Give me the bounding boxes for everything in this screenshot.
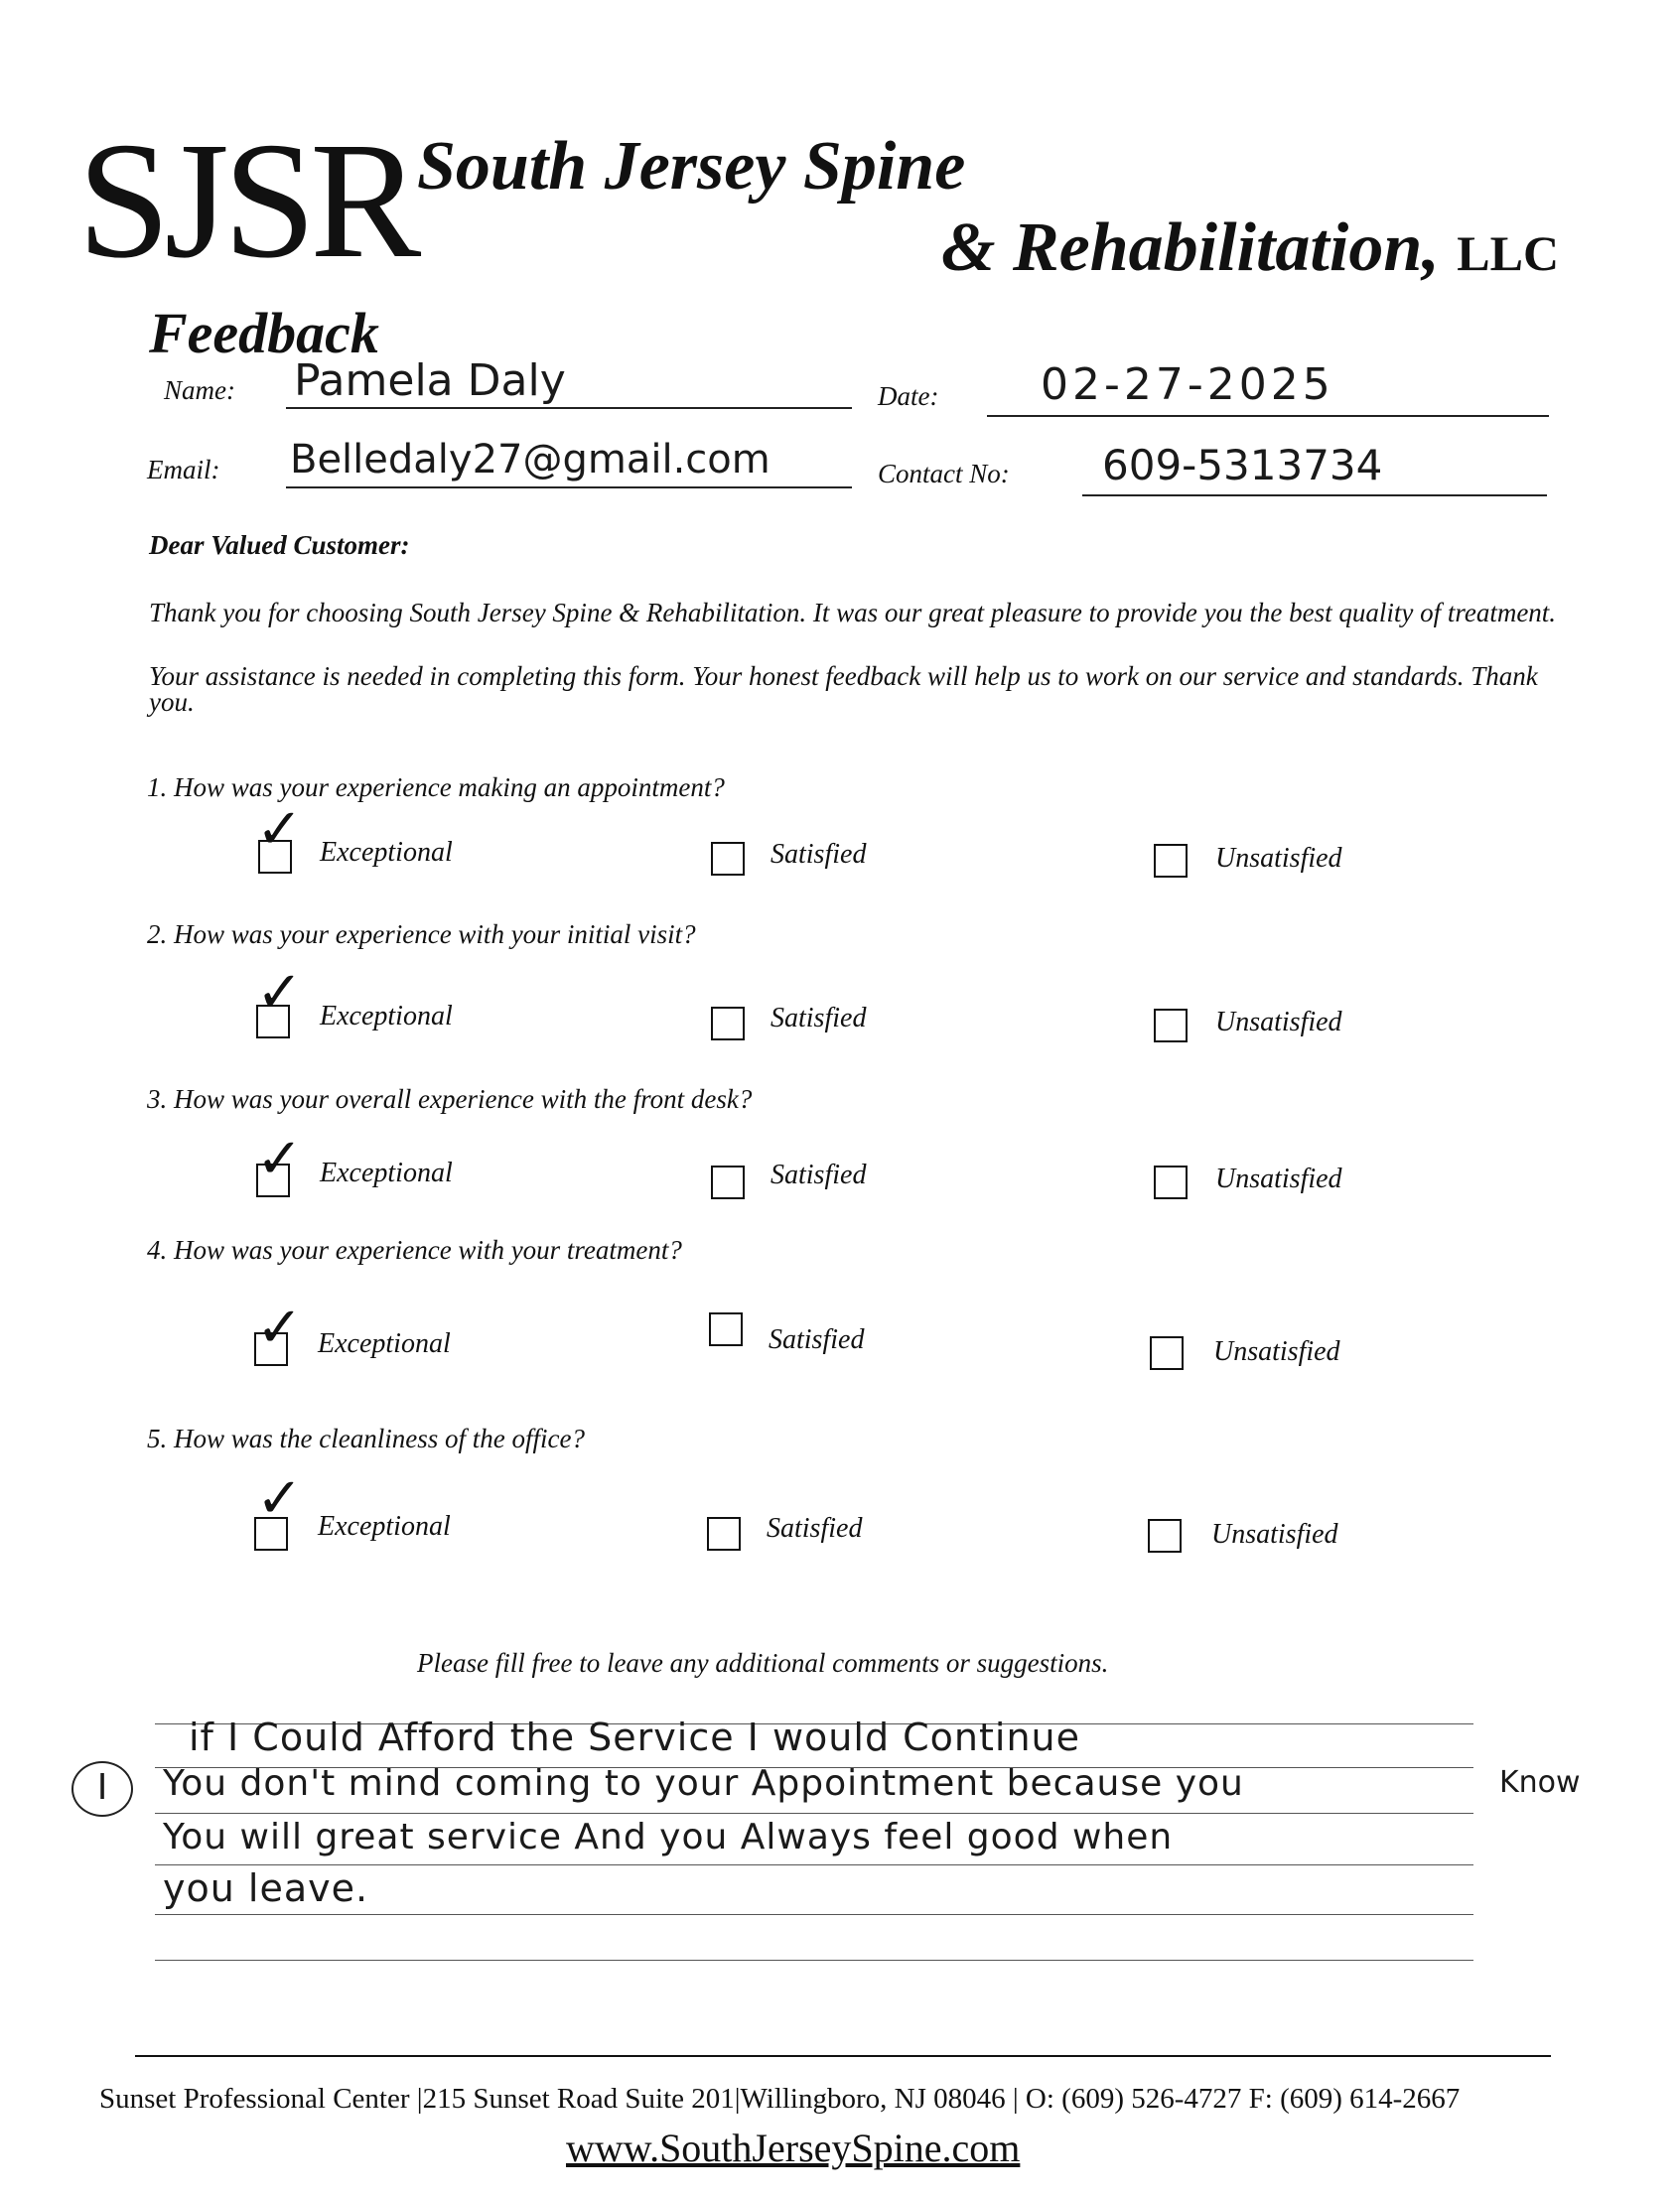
- q4-satisfied-label: Satisfied: [769, 1324, 865, 1355]
- comment-marker: I: [71, 1761, 133, 1817]
- q1-checkmark-icon: ✓: [256, 797, 303, 862]
- comment-line-4: [155, 1864, 1473, 1865]
- q5-checkmark-icon: ✓: [256, 1466, 303, 1531]
- company-name-line2: [941, 208, 1559, 288]
- question-2: 2. How was your experience with your initial visit?: [147, 919, 696, 949]
- comment-line-3: [155, 1813, 1473, 1814]
- comment-line-5: [155, 1914, 1473, 1915]
- q2-satisfied-label: Satisfied: [770, 1003, 867, 1033]
- q3-unsatisfied-checkbox[interactable]: [1154, 1166, 1188, 1199]
- comment-text-3: You will great service And you Always feel good when: [163, 1817, 1174, 1857]
- comment-text-4: you leave.: [163, 1866, 369, 1910]
- email-label: Email:: [147, 455, 220, 484]
- comment-text-2: You don't mind coming to your Appointment because you: [163, 1763, 1244, 1804]
- q1-unsatisfied-label: Unsatisfied: [1215, 843, 1342, 874]
- q4-exceptional-label: Exceptional: [318, 1328, 451, 1359]
- q3-satisfied-checkbox[interactable]: [711, 1166, 745, 1199]
- q5-satisfied-label: Satisfied: [767, 1513, 863, 1544]
- q4-unsatisfied-label: Unsatisfied: [1213, 1336, 1340, 1367]
- date-value[interactable]: 02-27-2025: [1041, 359, 1334, 410]
- q5-unsatisfied-label: Unsatisfied: [1211, 1519, 1338, 1550]
- name-value[interactable]: Pamela Daly: [294, 355, 566, 406]
- contact-label: Contact No:: [878, 459, 1010, 488]
- comment-text-2-end: Know: [1499, 1765, 1581, 1800]
- date-line: [987, 415, 1549, 417]
- company-suffix: LLC: [1457, 225, 1560, 281]
- q2-satisfied-checkbox[interactable]: [711, 1007, 745, 1040]
- q3-unsatisfied-label: Unsatisfied: [1215, 1164, 1342, 1194]
- comment-text-1: if I Could Afford the Service I would Continue: [189, 1716, 1081, 1759]
- date-label: Date:: [878, 381, 939, 411]
- company-name-line2-text: & Rehabilitation,: [941, 209, 1440, 286]
- contact-value[interactable]: 609-5313734: [1102, 441, 1383, 489]
- footer-address: Sunset Professional Center |215 Sunset Road Suite 201|Willingboro, NJ 08046 | O: (609) 526-4727 F: (609) 614-2667: [99, 2083, 1461, 2115]
- intro-paragraph-1: Thank you for choosing South Jersey Spine & Rehabilitation. It was our great pleasure to provide you the best quality of treatment.: [149, 598, 1557, 627]
- q1-exceptional-label: Exceptional: [320, 837, 453, 868]
- website-link[interactable]: www.SouthJerseySpine.com: [566, 2126, 1021, 2170]
- q1-unsatisfied-checkbox[interactable]: [1154, 844, 1188, 878]
- q3-satisfied-label: Satisfied: [770, 1160, 867, 1190]
- company-name-line1: South Jersey Spine: [417, 128, 966, 205]
- q1-satisfied-checkbox[interactable]: [711, 842, 745, 876]
- comments-prompt: Please fill free to leave any additional comments or suggestions.: [417, 1648, 1109, 1678]
- question-3: 3. How was your overall experience with the front desk?: [147, 1084, 753, 1114]
- q4-checkmark-icon: ✓: [256, 1296, 303, 1360]
- question-5: 5. How was the cleanliness of the office?: [147, 1424, 585, 1453]
- q3-checkmark-icon: ✓: [256, 1127, 303, 1191]
- email-line: [286, 486, 852, 488]
- q2-unsatisfied-label: Unsatisfied: [1215, 1007, 1342, 1037]
- email-value[interactable]: Belledaly27@gmail.com: [290, 437, 770, 482]
- intro-paragraph-2: Your assistance is needed in completing this form. Your honest feedback will help us to work on our service and standards. Thank you.: [149, 661, 1538, 717]
- greeting: Dear Valued Customer:: [149, 530, 410, 560]
- q4-satisfied-checkbox[interactable]: [709, 1312, 743, 1346]
- name-line: [286, 407, 852, 409]
- q5-unsatisfied-checkbox[interactable]: [1148, 1519, 1182, 1553]
- logo-text: SJSR: [77, 108, 416, 293]
- q3-exceptional-label: Exceptional: [320, 1158, 453, 1188]
- question-1: 1. How was your experience making an appointment?: [147, 772, 725, 802]
- q2-checkmark-icon: ✓: [256, 960, 303, 1025]
- company-logo: [77, 108, 416, 293]
- contact-line: [1082, 494, 1547, 496]
- form-title: Feedback: [149, 301, 379, 365]
- q2-unsatisfied-checkbox[interactable]: [1154, 1009, 1188, 1042]
- comment-line-6: [155, 1960, 1473, 1961]
- q2-exceptional-label: Exceptional: [320, 1001, 453, 1031]
- q5-exceptional-label: Exceptional: [318, 1511, 451, 1542]
- q1-satisfied-label: Satisfied: [770, 839, 867, 870]
- question-4: 4. How was your experience with your treatment?: [147, 1235, 682, 1265]
- name-label: Name:: [164, 375, 235, 405]
- q4-unsatisfied-checkbox[interactable]: [1150, 1336, 1184, 1370]
- footer-divider: [135, 2055, 1551, 2057]
- q5-satisfied-checkbox[interactable]: [707, 1517, 741, 1551]
